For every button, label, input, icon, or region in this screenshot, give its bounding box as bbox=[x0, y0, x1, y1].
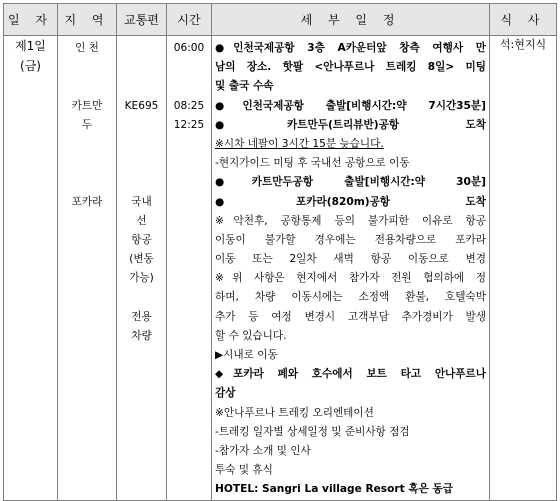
detail-line: ※위 사항은 현지에서 참가자 전원 협의하에 정 bbox=[215, 272, 486, 285]
region-line bbox=[58, 173, 116, 192]
transport-line bbox=[117, 288, 166, 307]
region-line: 두 bbox=[81, 118, 93, 131]
transport-line bbox=[117, 173, 166, 192]
day-label: 제1일 bbox=[15, 39, 46, 53]
region-line bbox=[58, 58, 116, 77]
time-line: 12:25 bbox=[173, 118, 205, 131]
transport-line: 항공 bbox=[131, 233, 152, 246]
transport-line bbox=[117, 116, 166, 135]
transport-line: KE695 bbox=[124, 99, 159, 112]
detail-line: -현지가이드 미팅 후 국내선 공항으로 이동 bbox=[215, 157, 410, 170]
detail-line: -참가자 소개 및 인사 bbox=[215, 444, 311, 457]
day-weekday: (금) bbox=[20, 59, 41, 73]
detail-line: 및 출국 수속 bbox=[215, 80, 274, 93]
detail-line: 추가 등 여정 변경시 고객부담 추가경비가 발생 bbox=[215, 310, 486, 323]
detail-line: ●카트만두(트리뷰반)공항 도착 bbox=[215, 118, 486, 131]
transport-line bbox=[117, 39, 166, 58]
region-line bbox=[58, 154, 116, 173]
region-line bbox=[58, 135, 116, 154]
detail-line: ※시차 네팔이 3시간 15분 늦습니다. bbox=[215, 137, 384, 150]
detail-line: 남의 장소. 핫팔 <안나푸르나 트레킹 8일> 미팅 bbox=[215, 61, 486, 74]
detail-line: ▶시내로 이동 bbox=[215, 349, 278, 361]
header-transport: 교통편 bbox=[117, 4, 167, 36]
meal-text: 석:현지식 bbox=[499, 38, 547, 51]
detail-line: ●인천국제공항 3층 A카운터앞 창측 여행사 만 bbox=[215, 42, 486, 54]
region-cell bbox=[58, 36, 117, 501]
transport-line bbox=[117, 135, 166, 154]
detail-line: 하며, 차량 이동시에는 소정액 환불, 호텔숙박 bbox=[215, 291, 486, 304]
itinerary-table bbox=[3, 3, 557, 501]
detail-line: ◆포카라 페와 호수에서 보트 타고 안나푸르나 bbox=[215, 368, 486, 381]
detail-line: 감상 bbox=[215, 387, 236, 400]
detail-line: -트레킹 일자별 상세일정 및 준비사항 점검 bbox=[215, 425, 410, 438]
region-line: 포카라 bbox=[71, 195, 103, 208]
transport-line: 차량 bbox=[131, 329, 152, 342]
transport-line: 가능) bbox=[129, 272, 154, 285]
time-line: 08:25 bbox=[173, 99, 205, 112]
transport-cell bbox=[117, 36, 167, 501]
transport-line bbox=[117, 77, 166, 96]
time-line: 06:00 bbox=[173, 42, 205, 54]
day-cell bbox=[4, 36, 58, 501]
transport-line: 전용 bbox=[131, 310, 152, 323]
transport-line: (변동 bbox=[129, 253, 154, 266]
region-line: 인 천 bbox=[75, 42, 99, 54]
time-cell bbox=[167, 36, 212, 501]
day1-row bbox=[4, 36, 557, 501]
detail-line: ※악천후, 공항통제 등의 불가피한 이유로 항공 bbox=[215, 214, 486, 227]
region-line: 카트만 bbox=[71, 99, 103, 112]
detail-line: ※안나푸르나 트레킹 오리엔테이션 bbox=[215, 406, 374, 419]
header-detail: 세 부 일 정 bbox=[212, 4, 490, 36]
header-meal: 식 사 bbox=[490, 4, 557, 36]
transport-line bbox=[117, 154, 166, 173]
detail-line: ●인천국제공항 출발[비행시간:약 7시간35분] bbox=[215, 99, 486, 112]
transport-line: 선 bbox=[136, 214, 147, 227]
detail-line: ●카트만두공항 출발[비행시간:약 30분] bbox=[215, 176, 486, 189]
region-line bbox=[58, 77, 116, 96]
detail-cell bbox=[212, 36, 490, 501]
time-line bbox=[167, 58, 211, 77]
detail-line: 투숙 및 휴식 bbox=[215, 464, 273, 477]
header-region: 지 역 bbox=[58, 4, 117, 36]
header-time: 시간 bbox=[167, 4, 212, 36]
detail-line: 이동 또는 2일차 새벽 항공 이동으로 변경 bbox=[215, 253, 486, 266]
header-row bbox=[4, 4, 557, 36]
detail-line: 이동이 불가할 경우에는 전용차량으로 포카라 bbox=[215, 233, 486, 246]
detail-line: HOTEL: Sangri La village Resort 혹은 동급 bbox=[215, 483, 453, 496]
transport-line bbox=[117, 58, 166, 77]
header-day: 일 자 bbox=[4, 4, 58, 36]
transport-line: 국내 bbox=[131, 195, 152, 208]
detail-line: 할 수 있습니다. bbox=[215, 329, 287, 342]
time-line bbox=[167, 77, 211, 96]
meal-cell bbox=[490, 36, 557, 501]
detail-line: ●포카라(820m)공항 도착 bbox=[215, 195, 486, 208]
